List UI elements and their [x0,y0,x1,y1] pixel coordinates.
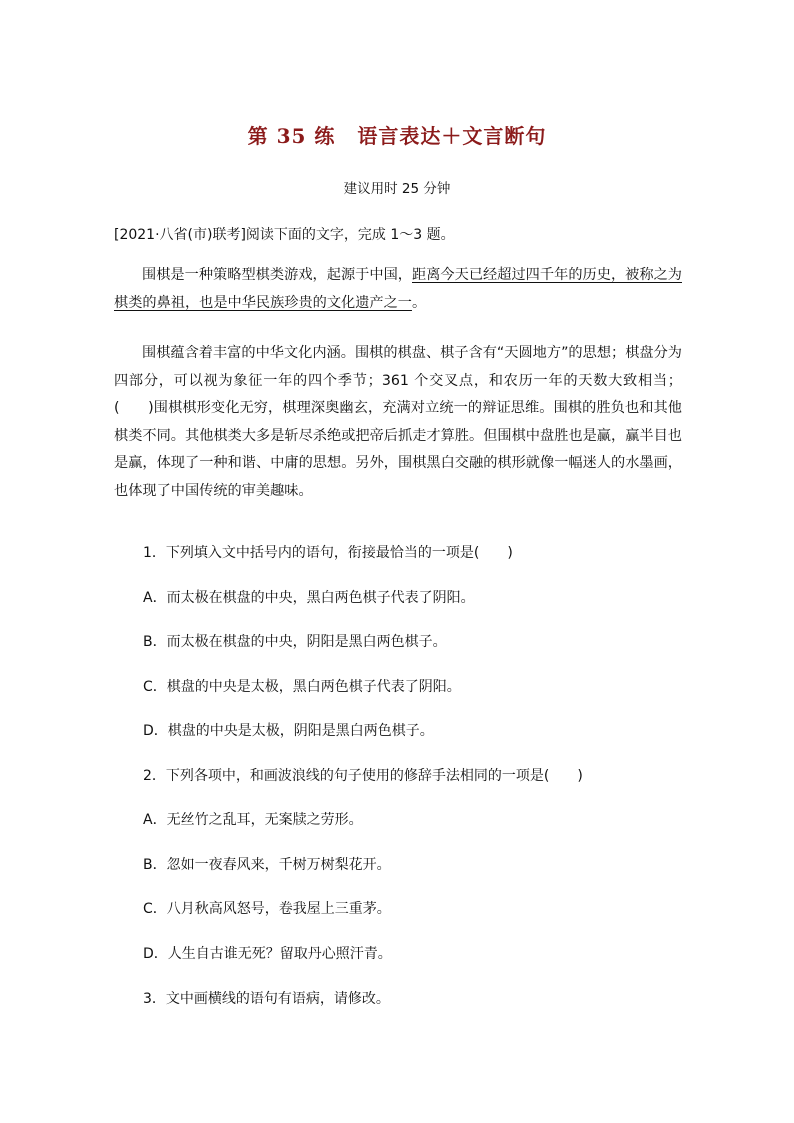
page-title [0,120,794,149]
question-1-option-b: B．而太极在棋盘的中央，阴阳是黑白两色棋子。 [143,634,447,650]
question-1-option-d: D．棋盘的中央是太极，阴阳是黑白两色棋子。 [143,723,434,739]
question-2-option-c: C．八月秋高风怒号，卷我屋上三重茅。 [143,901,391,917]
question-1-option-a: A．而太极在棋盘的中央，黑白两色棋子代表了阴阳。 [143,590,475,606]
question-2-stem: 2．下列各项中，和画波浪线的句子使用的修辞手法相同的一项是( ) [143,768,583,784]
underlined-sentence: 距离今天已经超过四千年的历史，被称之为棋类的鼻祖，也是中华民族珍贵的文化遗产之一 [114,267,682,311]
passage-1-end: 。 [411,294,427,311]
question-2-option-a: A．无丝竹之乱耳，无案牍之劳形。 [143,812,363,828]
passage-paragraph-2: 围棋蕴含着丰富的中华文化内涵。围棋的棋盘、棋子含有“天圆地方”的思想；棋盘分为四部分，可以视为象征一年的四个季节；361 个交叉点，和农历一年的天数大致相当；( )围棋棋形变化无穷，棋理深奥幽玄，充满对立统一的辩证思维。围棋的胜负也和其他棋类不同。其他棋类大多是斩尽杀绝或把帝后抓走才算胜。但围棋中盘胜也是赢，赢半目也是赢，体现了一种和谐、中庸的思想。另外，围棋黑白交融的棋形就像一幅迷人的水墨画，也体现了中国传统的审美趣味。 [114,345,682,499]
question-1-option-c: C．棋盘的中央是太极，黑白两色棋子代表了阴阳。 [143,679,461,695]
question-1-stem: 1．下列填入文中括号内的语句，衔接最恰当的一项是( ) [143,545,513,561]
question-2-option-b: B．忽如一夜春风来，千树万树梨花开。 [143,857,391,873]
question-2-option-d: D．人生自古谁无死？留取丹心照汗青。 [143,946,392,962]
source-note: [2021·八省(市)联考]阅读下面的文字，完成 1～3 题。 [114,227,455,243]
question-3-stem: 3．文中画横线的语句有语病，请修改。 [143,991,390,1007]
title-topic: 语言表达＋文言断句 [357,124,547,148]
passage-paragraph-1 [114,262,682,317]
title-lesson-number: 第 35 练 [247,124,336,148]
passage-1-text: 围棋是一种策略型棋类游戏，起源于中国， [142,267,412,283]
suggested-time: 建议用时 25 分钟 [343,181,451,197]
